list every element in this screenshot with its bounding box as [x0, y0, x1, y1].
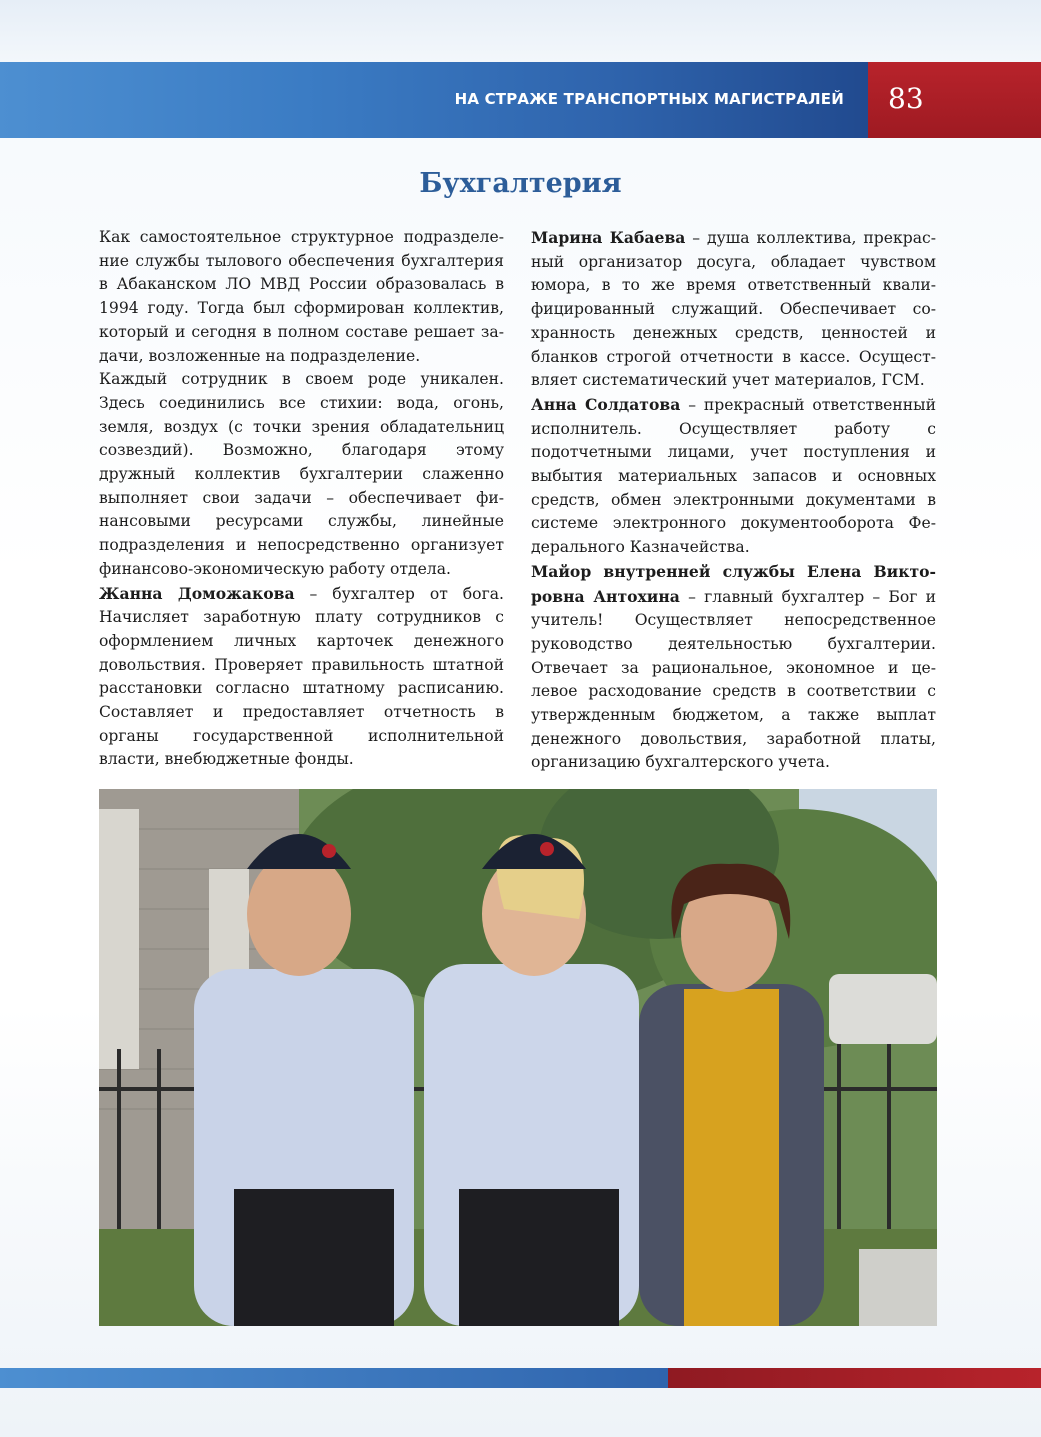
domozhakova-paragraph: [99, 582, 504, 773]
soldatova-paragraph: [531, 393, 936, 560]
page-number-box: [868, 62, 1041, 138]
page-top-tint: [0, 0, 1041, 62]
employee-description: – душа коллектива, прекрасный организатор досуга, обладает чувством юмора, в то же время ответственный квалифицированный служащий. Обеспечивает сохранность денежных средств, ценностей и бланков строгой отчетности в кассе. Осуществляет систематический учет материалов, ГСМ.: [531, 229, 937, 390]
employee-name: Жанна Доможакова: [99, 583, 295, 603]
kabaeva-paragraph: [531, 226, 936, 393]
header-band: [0, 62, 868, 138]
collective-paragraph: Каждый сотрудник в своем роде уникален. Здесь соединились все стихии: вода, огонь, земля, воздух (с точки зрения обладательниц созвездий). Возможно, благодаря этому дружный коллектив бухгалтерии слаженно выполняет свои задачи – обеспечивает финансовыми ресурсами службы, линейные подразделения и непосредственно организует финансово-экономическую работу отдела.: [99, 370, 504, 578]
employee-description: – прекрасный ответственный исполнитель. Осуществляет работу с подотчетными лицами, учет поступления и выбытия материальных запасов и основных средств, обмен электронными документами в системе электронного документооборота Федерального Казначейства.: [531, 395, 936, 557]
running-header-title: НА СТРАЖЕ ТРАНСПОРТНЫХ МАГИСТРАЛЕЙ: [454, 90, 844, 108]
employee-name: Майор внутренней службы Елена Викторовна Антохина: [531, 561, 936, 606]
left-text-column: [99, 226, 504, 772]
employee-description: – бухгалтер от бога. Начисляет заработную плату сотрудников с оформлением личных карточек денежного довольствия. Проверяет правильность штатной расстановки согласно штатному расписанию. Составляет и предоставляет отчетность в органы государственной исполнительной власти, внебюджетные фонды.: [99, 584, 504, 769]
footer-band-red: [668, 1368, 1041, 1388]
page-number: 83: [888, 82, 924, 115]
footer-band-blue: [0, 1368, 668, 1388]
right-text-column: [531, 226, 936, 775]
antokhina-paragraph: [531, 560, 936, 775]
group-photo: [99, 789, 937, 1326]
employee-description: – главный бухгалтер – Бог и учитель! Осуществляет непосредственное руководство деятельностью бухгалтерии. Отвечает за рациональное, экономное и целевое расходование средств в соответствии с утвержденным бюджетом, а также выплат денежного довольствия, заработной платы, организацию бухгалтерского учета.: [531, 587, 936, 772]
employee-name: Марина Кабаева: [531, 228, 686, 247]
section-title: Бухгалтерия: [419, 168, 622, 199]
employee-name: Анна Солдатова: [531, 394, 681, 414]
intro-paragraph: Как самостоятельное структурное подразделение службы тылового обеспечения бухгалтерия в Абаканском ЛО МВД России образовалась в 1994 году. Тогда был сформирован коллектив, который и сегодня в полном составе решает задачи, возложенные на подразделение.: [99, 228, 504, 365]
